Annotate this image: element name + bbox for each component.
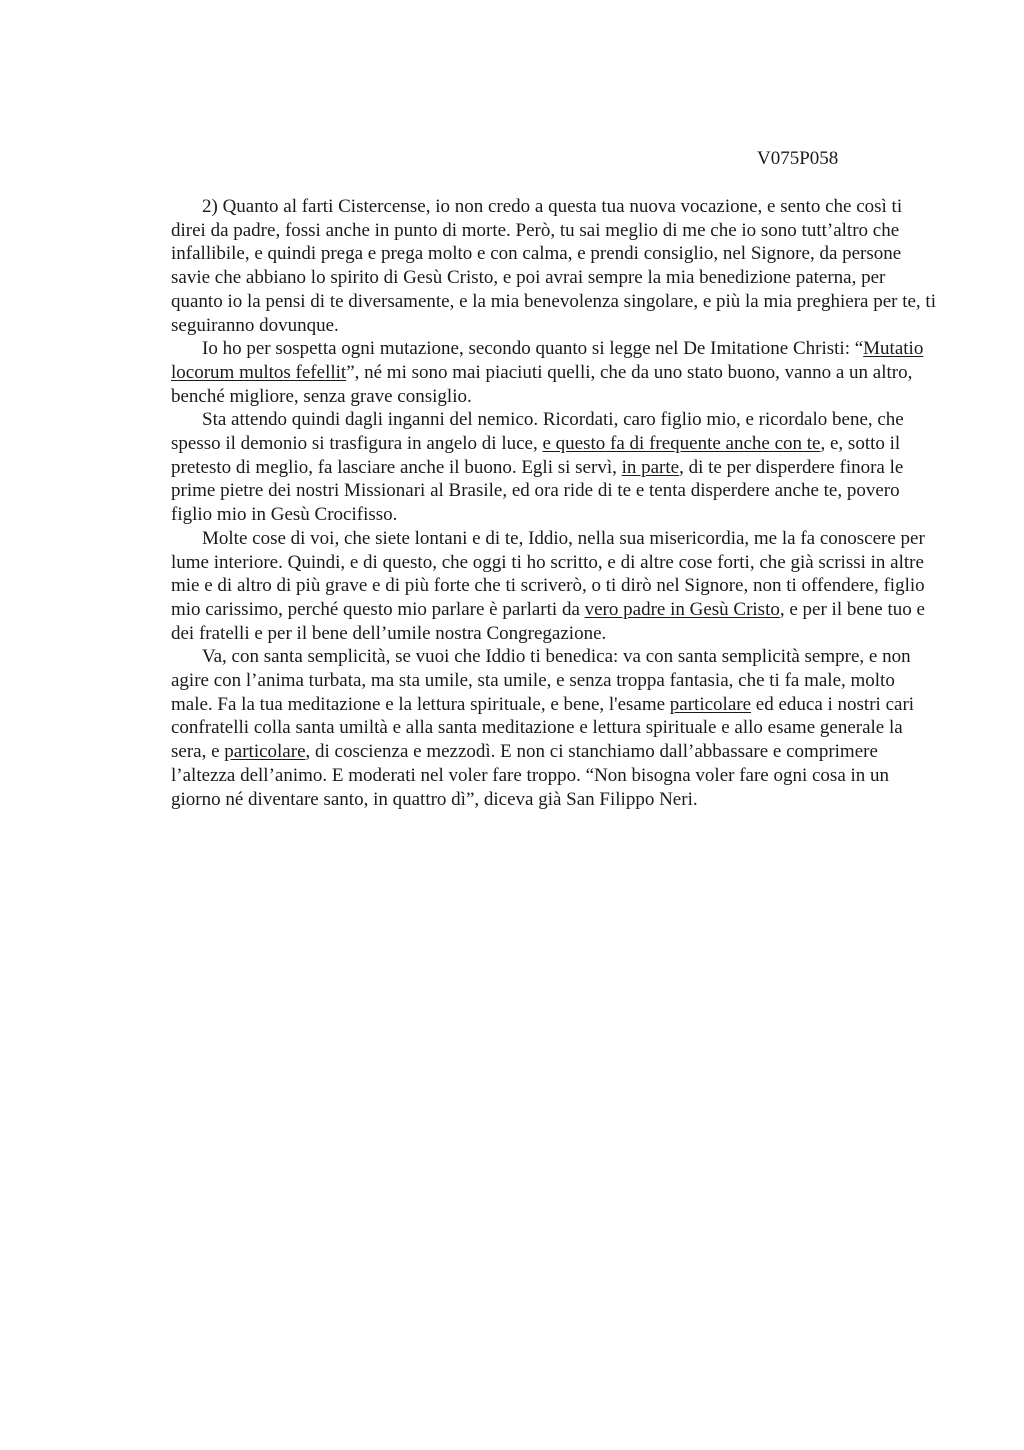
underlined-word: particolare: [669, 693, 752, 715]
text-run: Va, con santa semplicità, se vuoi che Iddio ti benedica: va con santa semplicità sempre, e non agire con l’anima turbata, ma sta umile, sta umile, e senza troppa fantasia, che ti fa male, molto male. Fa la tua meditazione e la lettura spirituale, e bene, l'esame: [171, 646, 911, 715]
underlined-phrase: vero padre in Gesù Cristo: [584, 598, 780, 620]
paragraph-1: [171, 195, 941, 337]
paragraph-4: [171, 527, 941, 646]
paragraph-3: [171, 408, 941, 527]
text-run: ”, né mi sono mai piaciuti quelli, che da uno stato buono, vanno a un altro, benché migliore, senza grave consiglio.: [171, 361, 913, 407]
underlined-word: particolare: [224, 741, 306, 763]
text-run: Sta attendo quindi dagli inganni del nemico. Ricordati, caro figlio mio, e ricordalo bene, che spesso il demonio si trasfigura in angelo di luce,: [171, 409, 904, 455]
text-run: ed educa i nostri cari confratelli colla santa umiltà e alla santa meditazione e lettura spirituale e allo esame generale la sera, e: [171, 693, 915, 763]
text-run: , e, sotto il pretesto di meglio, fa lasciare anche il buono. Egli si servì,: [171, 433, 901, 478]
underlined-phrase: e questo fa di frequente anche con te: [542, 433, 821, 455]
paragraph-5: [171, 645, 941, 811]
paragraph-2: [171, 337, 941, 408]
letter-body: [171, 195, 941, 811]
document-reference: V075P058: [757, 148, 839, 169]
text-run: Io ho per sospetta ogni mutazione, secondo quanto si legge nel De Imitatione Christi: “: [202, 338, 864, 360]
text-run: , e per il bene tuo e dei fratelli e per il bene dell’umile nostra Congregazione.: [171, 598, 925, 644]
text-run: 2) Quanto al farti Cistercense, io non credo a questa tua nuova vocazione, e sento che così ti direi da padre, fossi anche in punto di morte. Però, tu sai meglio di me che io sono tutt’altro che infallibile, e quindi prega e prega molto e con calma, e prendi consiglio, nel Signore, da persone savie che abbiano lo spirito di Gesù Cristo, e poi avrai sempre la mia benedizione paterna, per quanto io la pensi di te diversamente, e la mia benevolenza singolare, e più la mia preghiera per te, ti seguiranno dovunque.: [171, 196, 936, 336]
text-run: Molte cose di voi, che siete lontani e di te, Iddio, nella sua misericordia, me la fa conoscere per lume interiore. Quindi, e di questo, che oggi ti ho scritto, e di altre cose forti, che già scrissi in altre mie e di altro di più grave e di più forte che ti scriverò, o ti dirò nel Signore, non ti offendere, figlio mio carissimo, perché questo mio parlare è parlarti da: [171, 527, 925, 620]
text-run: , di te per disperdere finora le prime pietre dei nostri Missionari al Brasile, ed ora ride di te e tenta disperdere anche te, povero figlio mio in Gesù Crocifisso.: [171, 456, 904, 526]
text-run: , di coscienza e mezzodì. E non ci stanchiamo dall’abbassare e comprimere l’altezza dell’animo. E moderati nel voler fare troppo. “Non bisogna voler fare ogni cosa in un giorno né diventare santo, in quattro dì”, diceva già San Filippo Neri.: [171, 741, 890, 810]
underlined-quote: Mutatio locorum multos fefellit: [171, 338, 924, 383]
underlined-phrase: in parte: [621, 456, 680, 478]
